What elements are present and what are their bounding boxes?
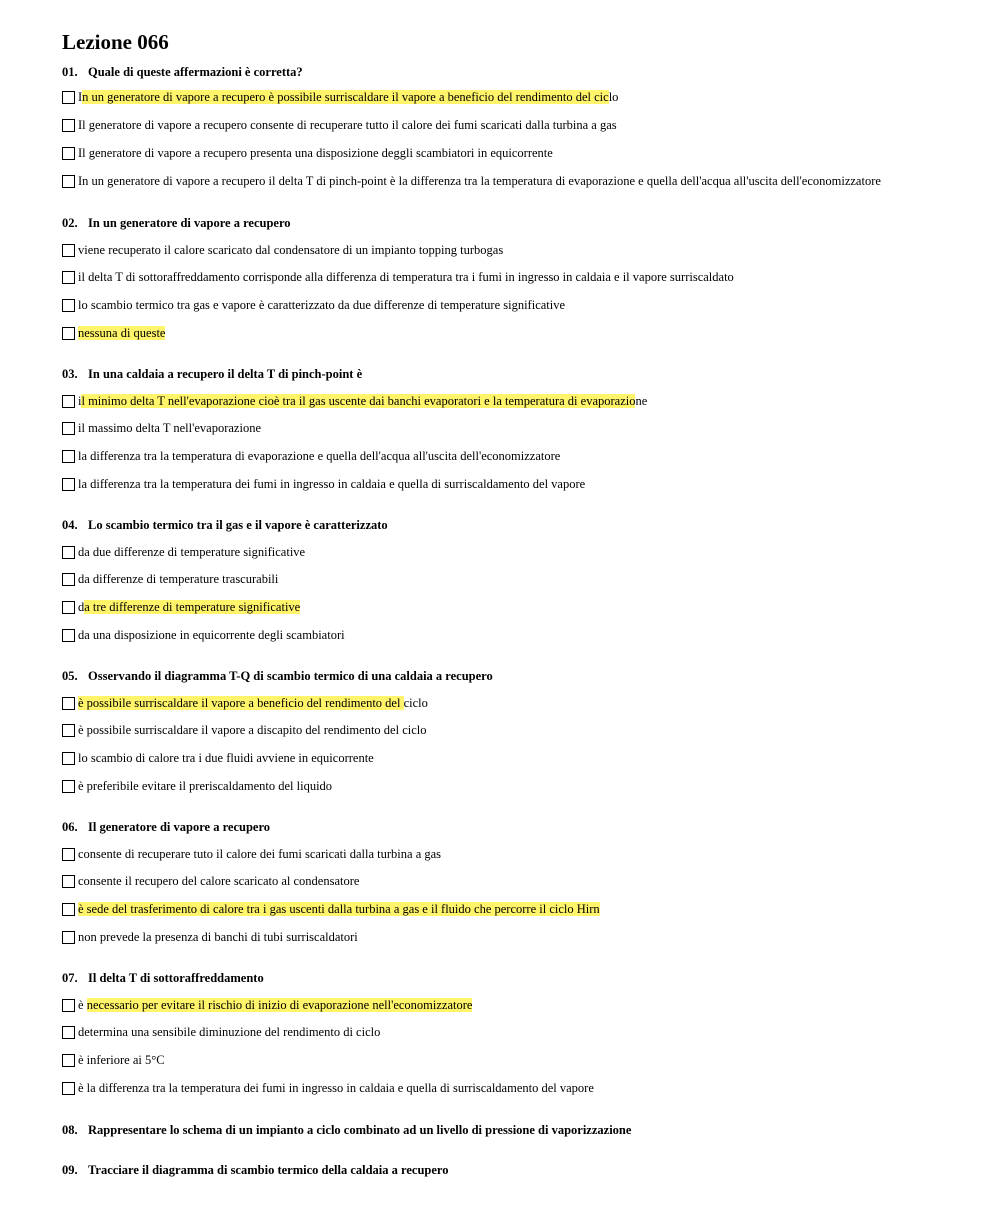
highlighted-text: n un generatore di vapore a recupero è possibile surriscaldare il vapore a beneficio del rendimento del cic [82, 90, 609, 104]
checkbox[interactable] [62, 999, 75, 1012]
answer-option[interactable] [62, 174, 881, 189]
answer-option[interactable] [62, 90, 618, 105]
option-text: da due differenze di temperature significative [78, 545, 306, 559]
checkbox[interactable] [62, 931, 75, 944]
option-label [78, 90, 618, 105]
option-label [78, 394, 647, 409]
option-label [78, 545, 305, 560]
question-text: Rappresentare lo schema di un impianto a ciclo combinato ad un livello di pressione di vaporizzazione [88, 1123, 632, 1137]
option-text: è inferiore ai 5°C [78, 1053, 165, 1067]
option-label [78, 174, 881, 189]
answer-option[interactable] [62, 723, 427, 738]
option-text: lo scambio di calore tra i due fluidi avviene in equicorrente [78, 751, 374, 765]
checkbox[interactable] [62, 752, 75, 765]
option-text: determina una sensibile diminuzione del rendimento di ciclo [78, 1025, 381, 1039]
question-number: 05. [62, 669, 78, 683]
question-text: Il delta T di sottoraffreddamento [88, 971, 264, 985]
checkbox[interactable] [62, 1082, 75, 1095]
checkbox[interactable] [62, 175, 75, 188]
checkbox[interactable] [62, 327, 75, 340]
option-label [78, 326, 165, 341]
answer-option[interactable] [62, 421, 261, 436]
checkbox[interactable] [62, 147, 75, 160]
checkbox[interactable] [62, 903, 75, 916]
option-text: è la differenza tra la temperatura dei fumi in ingresso in caldaia e quella di surriscaldamento del vapore [78, 1081, 594, 1095]
option-label [78, 998, 472, 1013]
question-text: Tracciare il diagramma di scambio termico della caldaia a recupero [88, 1163, 449, 1177]
checkbox[interactable] [62, 244, 75, 257]
highlighted-text: necessario per evitare il rischio di inizio di evaporazione nell'economizzatore [86, 998, 473, 1012]
option-text: è preferibile evitare il preriscaldamento del liquido [78, 779, 333, 793]
option-text: la differenza tra la temperatura di evaporazione e quella dell'acqua all'uscita dell'economizzatore [78, 449, 561, 463]
option-text: i [78, 394, 82, 408]
option-label [78, 874, 359, 889]
question-text: Lo scambio termico tra il gas e il vapore è caratterizzato [88, 518, 388, 532]
option-text: il massimo delta T nell'evaporazione [78, 421, 261, 435]
highlighted-text: l minimo delta T nell'evaporazione cioè tra il gas uscente dai banchi evaporatori e la temperatura di evaporazio [81, 394, 636, 408]
answer-option[interactable] [62, 998, 472, 1013]
option-label [78, 751, 374, 766]
answer-option[interactable] [62, 1053, 165, 1068]
option-label [78, 1081, 594, 1096]
option-label [78, 243, 503, 258]
answer-option[interactable] [62, 874, 359, 889]
option-label [78, 930, 358, 945]
answer-option[interactable] [62, 628, 345, 643]
option-label [78, 146, 553, 161]
question-1 [62, 65, 303, 80]
question-4 [62, 518, 388, 533]
question-text: In una caldaia a recupero il delta T di pinch-point è [88, 367, 363, 381]
option-text: da una disposizione in equicorrente degli scambiatori [78, 628, 345, 642]
answer-option[interactable] [62, 270, 734, 285]
question-number: 07. [62, 971, 78, 985]
question-9 [62, 1163, 448, 1178]
answer-option[interactable] [62, 146, 553, 161]
checkbox[interactable] [62, 271, 75, 284]
option-label [78, 298, 565, 313]
checkbox[interactable] [62, 601, 75, 614]
option-text: consente di recuperare tuto il calore dei fumi scaricati dalla turbina a gas [78, 847, 442, 861]
option-text: viene recuperato il calore scaricato dal condensatore di un impianto topping turbogas [78, 243, 504, 257]
answer-option[interactable] [62, 751, 374, 766]
option-text: Il generatore di vapore a recupero consente di recuperare tutto il calore dei fumi scaricati dalla turbina a gas [78, 118, 617, 132]
checkbox[interactable] [62, 724, 75, 737]
question-number: 04. [62, 518, 78, 532]
question-text: Quale di queste affermazioni è corretta? [88, 65, 303, 79]
option-text: non prevede la presenza di banchi di tubi surriscaldatori [78, 930, 358, 944]
option-label [78, 477, 585, 492]
document-page [62, 28, 962, 1177]
question-2 [62, 216, 291, 231]
answer-option[interactable] [62, 298, 565, 313]
option-label [78, 723, 427, 738]
option-text: d [78, 600, 85, 614]
answer-option[interactable] [62, 1025, 380, 1040]
answer-option[interactable] [62, 545, 305, 560]
question-5 [62, 669, 493, 684]
answer-option[interactable] [62, 326, 165, 341]
question-number: 06. [62, 820, 78, 834]
checkbox[interactable] [62, 119, 75, 132]
option-label [78, 779, 332, 794]
option-label [78, 421, 261, 436]
option-label [78, 270, 734, 285]
question-number: 03. [62, 367, 78, 381]
question-text: Osservando il diagramma T-Q di scambio termico di una caldaia a recupero [88, 669, 493, 683]
option-label [78, 449, 560, 464]
option-text: ne [635, 394, 648, 408]
checkbox[interactable] [62, 450, 75, 463]
question-7 [62, 971, 264, 986]
option-text: il delta T di sottoraffreddamento corrisponde alla differenza di temperatura tra i fumi in ingresso in caldaia e il vapore surriscaldato [78, 270, 734, 284]
question-text: Il generatore di vapore a recupero [88, 820, 271, 834]
checkbox[interactable] [62, 573, 75, 586]
highlighted-text: nessuna di queste [78, 326, 166, 340]
answer-option[interactable] [62, 1081, 594, 1096]
checkbox[interactable] [62, 629, 75, 642]
answer-option[interactable] [62, 847, 441, 862]
option-text: lo [608, 90, 619, 104]
question-6 [62, 820, 270, 835]
checkbox[interactable] [62, 395, 75, 408]
question-number: 02. [62, 216, 78, 230]
option-text: la differenza tra la temperatura dei fumi in ingresso in caldaia e quella di surriscaldamento del vapore [78, 477, 586, 491]
answer-option[interactable] [62, 118, 617, 133]
question-8 [62, 1123, 631, 1138]
answer-option[interactable] [62, 394, 647, 409]
question-number: 01. [62, 65, 78, 79]
option-text: lo scambio termico tra gas e vapore è caratterizzato da due differenze di temperature significative [78, 298, 566, 312]
option-label [78, 572, 278, 587]
highlighted-text: è possibile surriscaldare il vapore a beneficio del rendimento del [78, 696, 404, 710]
answer-option[interactable] [62, 572, 278, 587]
question-3 [62, 367, 362, 382]
checkbox[interactable] [62, 422, 75, 435]
checkbox[interactable] [62, 1026, 75, 1039]
option-label [78, 600, 300, 615]
option-text: ciclo [403, 696, 428, 710]
checkbox[interactable] [62, 848, 75, 861]
checkbox[interactable] [62, 299, 75, 312]
option-label [78, 1053, 165, 1068]
answer-option[interactable] [62, 779, 332, 794]
option-text: è possibile surriscaldare il vapore a discapito del rendimento del ciclo [78, 723, 427, 737]
answer-option[interactable] [62, 477, 585, 492]
checkbox[interactable] [62, 875, 75, 888]
answer-option[interactable] [62, 449, 560, 464]
option-label [78, 696, 428, 711]
answer-option[interactable] [62, 243, 503, 258]
checkbox[interactable] [62, 1054, 75, 1067]
highlighted-text: a tre differenze di temperature significative [84, 600, 301, 614]
option-label [78, 902, 600, 917]
answer-option[interactable] [62, 600, 300, 615]
checkbox[interactable] [62, 697, 75, 710]
checkbox[interactable] [62, 780, 75, 793]
question-text: In un generatore di vapore a recupero [88, 216, 291, 230]
checkbox[interactable] [62, 546, 75, 559]
lesson-title: Lezione 066 [62, 30, 169, 54]
answer-option[interactable] [62, 930, 358, 945]
option-text: da differenze di temperature trascurabili [78, 572, 279, 586]
option-label [78, 1025, 380, 1040]
checkbox[interactable] [62, 91, 75, 104]
question-number: 09. [62, 1163, 78, 1177]
option-label [78, 847, 441, 862]
answer-option[interactable] [62, 902, 600, 917]
option-text: è [78, 998, 87, 1012]
answer-option[interactable] [62, 696, 428, 711]
option-label [78, 118, 617, 133]
option-text: I [78, 90, 83, 104]
option-text: Il generatore di vapore a recupero presenta una disposizione deggli scambiatori in equicorrente [78, 146, 553, 160]
checkbox[interactable] [62, 478, 75, 491]
option-text: In un generatore di vapore a recupero il delta T di pinch-point è la differenza tra la temperatura di evaporazione e quella dell'acqua all'uscita dell'economizzatore [78, 174, 881, 188]
option-text: consente il recupero del calore scaricato al condensatore [78, 874, 360, 888]
option-label [78, 628, 345, 643]
highlighted-text: è sede del trasferimento di calore tra i gas uscenti dalla turbina a gas e il fluido che percorre il ciclo Hirn [78, 902, 600, 916]
question-number: 08. [62, 1123, 78, 1137]
